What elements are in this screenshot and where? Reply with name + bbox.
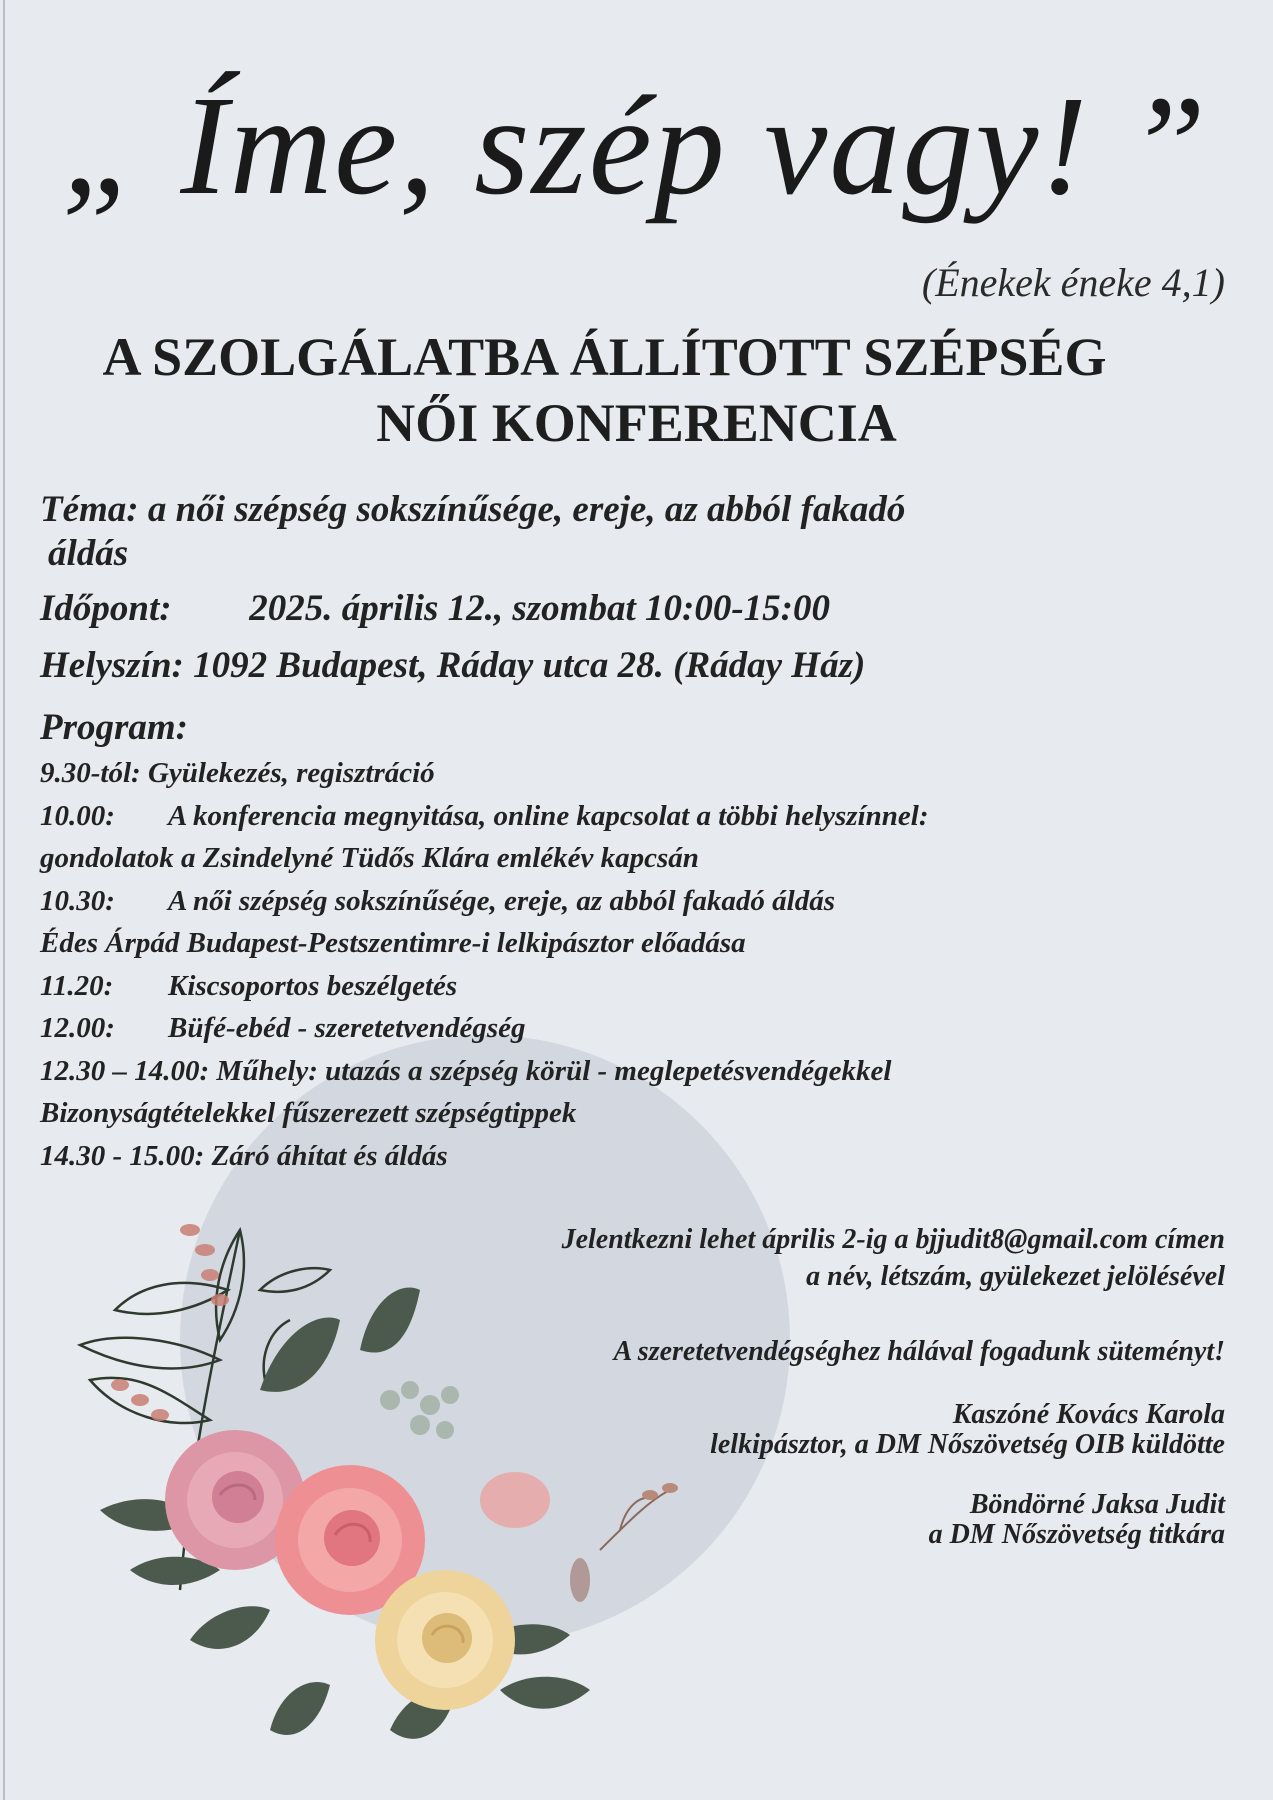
date-value: 2025. április 12., szombat 10:00-15:00 — [249, 588, 830, 629]
rose-yellow — [375, 1570, 515, 1710]
program-time: 12.30 – 14.00: — [40, 1054, 210, 1087]
program-item-cont: Bizonyságtételekkel fűszerezett szépségtippek — [40, 1097, 577, 1129]
program-item — [40, 880, 1260, 923]
program-time: 12.00: — [40, 1012, 115, 1044]
program-item-cont: Édes Árpád Budapest-Pestszentimre-i lelkipásztor előadása — [40, 927, 746, 959]
headline-quote: „ Íme, szép vagy! ” — [61, 66, 1209, 224]
program-time: 10.00: — [40, 799, 115, 832]
program-item — [40, 1135, 1260, 1178]
place-label: Helyszín: — [40, 645, 184, 686]
program-item — [40, 965, 1260, 1008]
program-item — [40, 1050, 1260, 1093]
theme-block — [40, 488, 1240, 576]
place-block — [40, 644, 1240, 688]
theme-text: a női szépség sokszínűsége, ereje, az abból fakadó — [147, 489, 906, 530]
cake-note: A szeretetvendégséghez hálával fogadunk süteményt! — [613, 1336, 1225, 1367]
signature-name: Böndörné Jaksa Judit — [969, 1489, 1225, 1520]
program-item — [40, 1007, 1260, 1050]
program-text: Büfé-ebéd - szeretetvendégség — [168, 1012, 526, 1044]
signature-role: lelkipásztor, a DM Nőszövetség OIB küldötte — [710, 1429, 1225, 1460]
program-text: Műhely: utazás a szépség körül - meglepetésvendégekkel — [216, 1054, 892, 1087]
conference-title-line2: NŐI KONFERENCIA — [376, 393, 897, 453]
program-schedule — [40, 752, 1260, 1177]
registration-line1: Jelentkezni lehet április 2-ig a bjjudit8@gmail.com címen — [561, 1224, 1225, 1255]
left-border-line — [3, 0, 5, 1800]
conference-title-line1: A SZOLGÁLATBA ÁLLÍTOTT SZÉPSÉG — [102, 327, 1107, 387]
program-heading: Program: — [40, 707, 188, 748]
date-label: Időpont: — [40, 588, 172, 629]
theme-label: Téma: — [40, 489, 139, 530]
program-text: Záró áhítat és áldás — [211, 1139, 448, 1172]
program-time: 14.30 - 15.00: — [40, 1139, 205, 1172]
program-text: Kiscsoportos beszélgetés — [168, 969, 458, 1002]
registration-line2: a név, létszám, gyülekezet jelölésével — [806, 1261, 1225, 1292]
program-time: 11.20: — [40, 969, 114, 1002]
program-item — [40, 752, 1260, 795]
place-value: 1092 Budapest, Ráday utca 28. (Ráday Ház) — [193, 645, 866, 686]
program-time: 9.30-tól: — [40, 757, 141, 789]
program-text: Gyülekezés, regisztráció — [147, 757, 435, 789]
program-time: 10.30: — [40, 884, 115, 917]
program-text: A konferencia megnyitása, online kapcsolat a többi helyszínnel: — [168, 799, 929, 832]
signature-name: Kaszóné Kovács Karola — [952, 1399, 1225, 1430]
program-item — [40, 795, 1260, 838]
pink-sprigs — [111, 1224, 229, 1421]
program-item-cont: gondolatok a Zsindelyné Tüdős Klára emlékév kapcsán — [40, 842, 699, 874]
notes-block — [325, 1221, 1225, 1550]
date-block — [40, 587, 1240, 631]
theme-text-cont: áldás — [48, 533, 129, 574]
signature-role: a DM Nőszövetség titkára — [928, 1519, 1225, 1550]
program-text: A női szépség sokszínűsége, ereje, az abból fakadó áldás — [168, 884, 836, 917]
verse-reference: (Énekek éneke 4,1) — [921, 260, 1225, 305]
